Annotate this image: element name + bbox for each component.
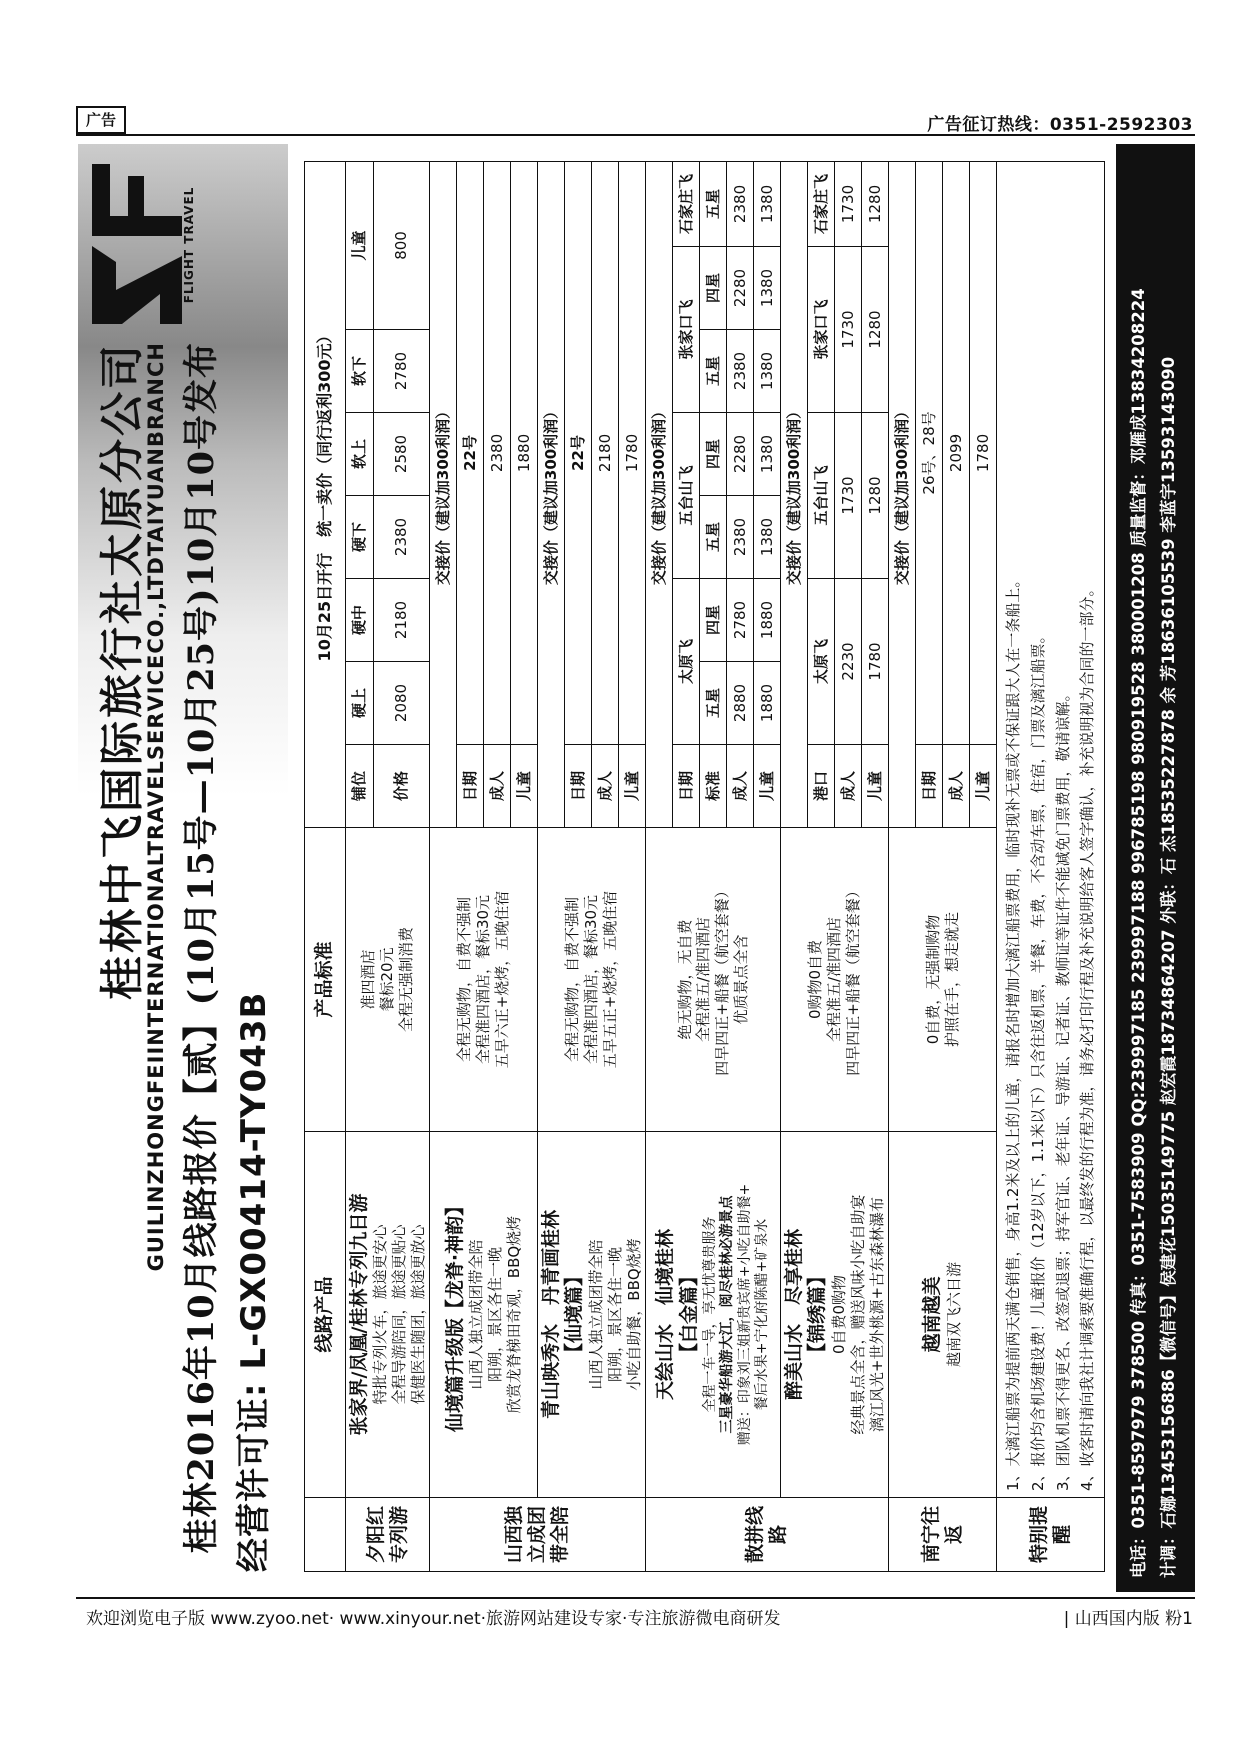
adult-label: 成人	[943, 745, 970, 828]
footer-edition: | 山西国内版 粉1	[1063, 1609, 1193, 1629]
child-price: 1380	[754, 330, 781, 413]
child-price: 1780	[970, 161, 997, 744]
date-cell: 26号、28号	[916, 161, 943, 744]
berth-label: 铺位	[346, 745, 374, 828]
category-scattered: 散拼线路	[646, 1498, 889, 1572]
rotated-ad-page	[78, 144, 1195, 1592]
zf-logo-icon	[92, 164, 182, 324]
berth-soft-upper: 软上	[346, 413, 374, 496]
city-wutaishan: 五台山飞	[808, 413, 835, 579]
child-label: 儿童	[970, 745, 997, 828]
adult-price: 2180	[592, 161, 619, 744]
date-cell: 22号	[457, 161, 484, 744]
city-shijiazhuang: 石家庄飞	[808, 161, 835, 246]
child-price: 1280	[862, 161, 889, 246]
adult-price: 2880	[727, 662, 754, 745]
standard-jinxiu: 0购物0自费 全程准五/准四酒店 四早四正+船餐（航空套餐）	[781, 828, 889, 1132]
table-row	[538, 161, 565, 1571]
ad-hotline: 广告征订热线：0351-2592303	[927, 115, 1193, 135]
adult-price: 1730	[835, 413, 862, 579]
handover-price-title: 交接价（建议加300利润）	[430, 161, 457, 827]
child-label: 儿童	[754, 745, 781, 828]
route-train: 张家界/凤凰/桂林专列九日游 特批专列火车，旅途更安心 全程导游陪同，旅途更贴心 保健医生随团，旅途更放心	[346, 1132, 430, 1498]
price-cell: 2380	[374, 496, 430, 579]
route-price-table	[304, 161, 1105, 1572]
adult-label: 成人	[592, 745, 619, 828]
port-label: 港口	[808, 745, 835, 828]
contact-phones: 电话：0351-8597979 378500 传真：0351-7583909 QQ:239997185 239997188 996785198 980919528 380001208 质量监督：邓雁成13834208224	[1129, 288, 1148, 1578]
child-price: 1280	[862, 413, 889, 579]
city-taiyuan: 太原飞	[673, 579, 700, 745]
standard-train: 准四酒店 餐标20元 全程无强制消费	[346, 828, 430, 1132]
star-cell: 四星	[700, 413, 727, 496]
adult-price: 2380	[727, 330, 754, 413]
notes-label: 特别提醒	[997, 1498, 1105, 1572]
adult-price: 2380	[727, 161, 754, 246]
adult-label: 成人	[727, 745, 754, 828]
adult-price: 2380	[484, 161, 511, 744]
city-wutaishan: 五台山飞	[673, 413, 700, 579]
category-shanxi-group: 山西独立成团带全陪	[430, 1498, 646, 1572]
adult-price: 2780	[727, 579, 754, 662]
top-rule	[76, 134, 1195, 136]
star-cell: 五星	[700, 330, 727, 413]
standard-longji: 全程无购物，自费不强制 全程准四酒店，餐标30元 五早六正+烧烤，五晚住宿	[430, 828, 538, 1132]
adult-price: 2099	[943, 161, 970, 744]
license-number: 经营许可证: L-GX00414-TY043B	[234, 991, 274, 1572]
berth-hard-middle: 硬中	[346, 579, 374, 662]
price-cell: 2180	[374, 579, 430, 662]
child-label: 儿童	[862, 745, 889, 828]
handover-price-title: 交接价（建议加300利润）	[646, 161, 673, 827]
child-label: 儿童	[511, 745, 538, 828]
route-vietnam: 越南越美 越南双飞六日游	[889, 1132, 997, 1498]
berth-hard-upper: 硬上	[346, 662, 374, 745]
date-label: 日期	[673, 745, 700, 828]
adult-price: 2380	[727, 496, 754, 579]
child-price: 1880	[754, 579, 781, 662]
logo-caption: FLIGHT TRAVEL	[182, 186, 196, 304]
page-footer	[86, 1604, 1193, 1629]
table-header-row	[305, 161, 346, 1571]
handover-price-title: 交接价（建议加300利润）	[781, 161, 808, 827]
date-cell: 22号	[565, 161, 592, 744]
contact-bar	[1116, 144, 1195, 1592]
price-cell: 2580	[374, 413, 430, 496]
table-row	[646, 161, 673, 1571]
child-price: 1380	[754, 161, 781, 246]
handover-price-title: 交接价（建议加300利润）	[889, 161, 916, 827]
child-price: 1780	[862, 579, 889, 745]
table-row	[997, 161, 1105, 1571]
company-name-en: GUILINZHONGFEIINTERNATIONALTRAVELSERVICECO.,LTDTAIYUANBRANCH	[144, 342, 168, 1272]
ad-header	[78, 144, 288, 1592]
col-standard-header: 产品标准	[305, 828, 346, 1132]
price-list-title: 桂林2016年10月线路报价【贰】(10月15号—10月25号)10月10号发布	[181, 342, 222, 1554]
child-price: 1880	[511, 161, 538, 744]
price-cell: 2780	[374, 330, 430, 413]
city-shijiazhuang: 石家庄飞	[673, 161, 700, 246]
route-jinxiu: 醉美山水 尽享桂林 【锦绣篇】 0自费0购物 经典景点全含，赠送风味小吃自助宴 漓江风光+世外桃源+古东森林瀑布	[781, 1132, 889, 1498]
date-label: 日期	[565, 745, 592, 828]
child-price: 1380	[754, 496, 781, 579]
footer-links: 欢迎浏览电子版 www.zyoo.net· www.xinyour.net·旅游网站建设专家·专注旅游微电商研发	[86, 1609, 781, 1629]
standard-label: 标准	[700, 745, 727, 828]
contact-planners: 计调：石娜13453156886【微信号】侯建花15035149775 赵宏霞18734864207 外联：石 杰18535227878 余 芳18636105539 李蓝宇13593143090	[1159, 356, 1178, 1578]
price-label: 价格	[374, 745, 430, 828]
table-row	[346, 161, 374, 1571]
child-price: 1380	[754, 413, 781, 496]
city-zhangjiakou: 张家口飞	[673, 247, 700, 413]
star-cell: 四星	[700, 247, 727, 330]
company-name: 桂林中飞国际旅行社太原分公司	[97, 342, 148, 1000]
adult-price: 1730	[835, 161, 862, 246]
city-zhangjiakou: 张家口飞	[808, 247, 835, 413]
child-price: 1880	[754, 662, 781, 745]
berth-soft-lower: 软下	[346, 330, 374, 413]
train-meta: 10月25日开行 统一卖价（同行返利300元）	[305, 161, 346, 827]
price-cell: 2080	[374, 662, 430, 745]
child-price: 1280	[862, 247, 889, 413]
adult-price: 1730	[835, 247, 862, 413]
ad-tag: 广告	[76, 106, 126, 134]
city-taiyuan: 太原飞	[808, 579, 835, 745]
standard-xianjing: 全程无购物，自费不强制 全程准四酒店，餐标30元 五早五正+烧烤，五晚住宿	[538, 828, 646, 1132]
child-label: 儿童	[619, 745, 646, 828]
berth-child: 儿童	[346, 161, 374, 329]
route-xianjing: 青山映秀水 丹青画桂林 【仙境篇】 山西人独立成团带全陪 阳朔，景区各住一晚 小吃自助餐，BBQ烧烤	[538, 1132, 646, 1498]
standard-vietnam: 0自费，无强制购物 护照在手，想走就走	[889, 828, 997, 1132]
table-row	[889, 161, 916, 1571]
date-label: 日期	[457, 745, 484, 828]
route-platinum: 天绘山水 仙境桂林 【白金篇】 全程一车一导，享无忧尊贵服务 三星豪华船游大江，阅尽桂林必游景点 赠送：印象刘三姐新贵宾席+小吃自助餐+ 餐后水果+宁化府陈醋+矿泉水	[646, 1132, 781, 1498]
route-longji: 仙境篇升级版【龙脊·神韵】 山西人独立成团带全陪 阳朔，景区各住一晚 欣赏龙脊梯田奇观，BBQ烧烤	[430, 1132, 538, 1498]
adult-price: 2280	[727, 413, 754, 496]
date-label: 日期	[916, 745, 943, 828]
notes-text: 1、大漓江船票为提前两天满仓销售，身高1.2米及以上的儿童，请报名时增加大漓江船票费用，临时现补无票或不保证跟大人在一条船上。 2、报价均含机场建设费！儿童报价（12岁以下，1.1米以下）只含往返机票，半餐，车费，不含动车票，住宿，门票及漓江船票。 3、团队机票不得更名、改签或退票；持军官证、老年证、导游证、记者证、教师证等证件不能减免门票费用，敬请谅解。 4、收客时请向我社计调索要准确行程，以最终发的行程为准，请务必打印行程及补充说明给客人签字确认，补充说明视为合同的一部分。	[997, 161, 1105, 1497]
category-sunset-train: 夕阳红专列游	[346, 1498, 430, 1572]
adult-label: 成人	[484, 745, 511, 828]
berth-hard-lower: 硬下	[346, 496, 374, 579]
adult-price: 2280	[727, 247, 754, 330]
adult-label: 成人	[835, 745, 862, 828]
star-cell: 五星	[700, 161, 727, 246]
table-row	[430, 161, 457, 1571]
standard-platinum: 绝无购物，无自费 全程准五/准四酒店 四早四正+船餐（航空套餐） 优质景点全含	[646, 828, 781, 1132]
price-cell: 800	[374, 161, 430, 329]
star-cell: 四星	[700, 579, 727, 662]
category-nanning: 南宁往返	[889, 1498, 997, 1572]
handover-price-title: 交接价（建议加300利润）	[538, 161, 565, 827]
star-cell: 五星	[700, 496, 727, 579]
table-row	[781, 161, 808, 1571]
col-route-header: 线路产品	[305, 1132, 346, 1498]
bottom-rule	[76, 1597, 1195, 1599]
child-price: 1780	[619, 161, 646, 744]
adult-price: 2230	[835, 579, 862, 745]
star-cell: 五星	[700, 662, 727, 745]
child-price: 1380	[754, 247, 781, 330]
